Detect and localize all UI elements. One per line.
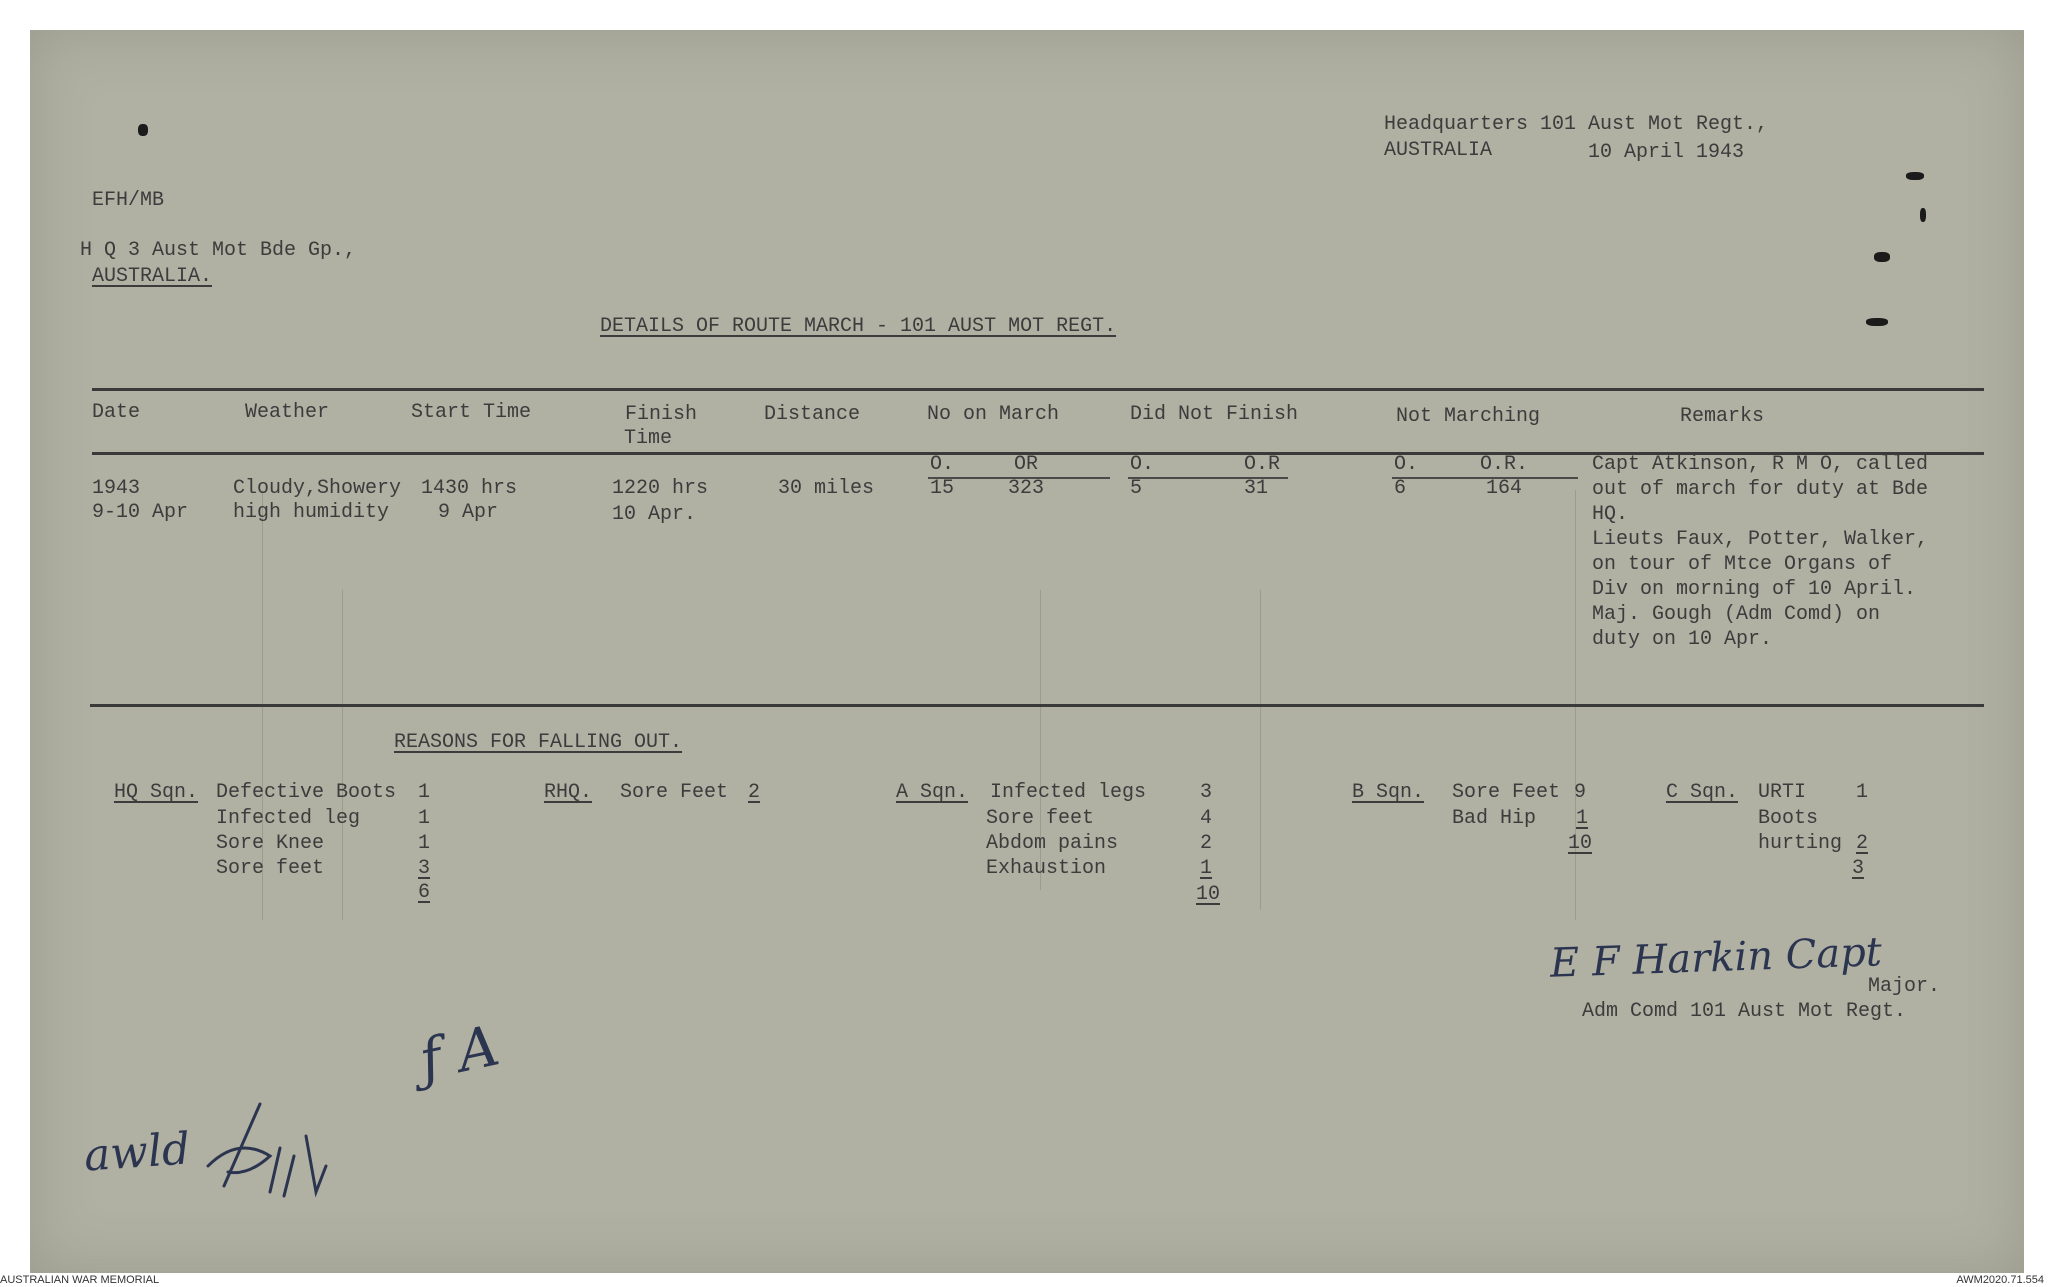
footer-archive-name: AUSTRALIAN WAR MEMORIAL — [0, 1274, 160, 1286]
handwritten-note: awld — [82, 1123, 192, 1182]
c-reason: Boots — [1758, 807, 1819, 830]
c-sqn-label: C Sqn. — [1666, 781, 1739, 804]
hq-total: 6 — [418, 881, 431, 904]
dnf-or: 31 — [1244, 477, 1269, 500]
not-marching-rule — [1392, 477, 1578, 479]
remarks-line: Lieuts Faux, Potter, Walker, — [1592, 528, 1929, 551]
remarks-line: Maj. Gough (Adm Comd) on — [1592, 603, 1881, 626]
header-finish: Finish — [625, 403, 698, 426]
signature-rank: Major. — [1868, 975, 1941, 998]
hq-count: 1 — [418, 781, 431, 804]
row-finish-date: 10 Apr. — [612, 503, 697, 526]
a-count: 1 — [1200, 857, 1213, 880]
remarks-line: HQ. — [1592, 503, 1629, 526]
not-marching-o: 6 — [1394, 477, 1407, 500]
on-march-or-label: OR — [1014, 453, 1039, 476]
header-finish-time: Time — [624, 427, 673, 450]
document-sheet — [30, 30, 2024, 1273]
b-sqn-label: B Sqn. — [1352, 781, 1425, 804]
a-total: 10 — [1196, 883, 1221, 906]
signature: E F Harkin Capt — [1549, 929, 1883, 987]
show-through-line — [342, 590, 343, 920]
not-marching-or: 164 — [1486, 477, 1523, 500]
dnf-or-label: O.R — [1244, 453, 1281, 476]
a-sqn-label: A Sqn. — [896, 781, 969, 804]
a-reason: Infected legs — [990, 781, 1147, 804]
punch-hole — [138, 124, 148, 136]
b-total: 10 — [1568, 832, 1593, 855]
row-start-date: 9 Apr — [438, 501, 499, 524]
row-weather-1: Cloudy,Showery — [233, 477, 402, 500]
footer-accession-number: AWM2020.71.554 — [1956, 1274, 2044, 1286]
c-reason: hurting — [1758, 832, 1843, 855]
a-count: 3 — [1200, 781, 1213, 804]
remarks-line: duty on 10 Apr. — [1592, 628, 1773, 651]
header-date: Date — [92, 401, 141, 424]
on-march-o-label: O. — [930, 453, 955, 476]
remarks-line: Div on morning of 10 April. — [1592, 578, 1917, 601]
signature-appointment: Adm Comd 101 Aust Mot Regt. — [1582, 1000, 1907, 1023]
a-count: 2 — [1200, 832, 1213, 855]
remarks-line: on tour of Mtce Organs of — [1592, 553, 1893, 576]
rhq-count: 2 — [748, 781, 761, 804]
b-count: 1 — [1576, 807, 1589, 830]
hq-location: AUSTRALIA — [1384, 139, 1493, 162]
handwritten-scribble — [188, 1096, 348, 1206]
hq-reason: Sore Knee — [216, 832, 325, 855]
hq-reason: Sore feet — [216, 857, 325, 880]
row-distance: 30 miles — [778, 477, 875, 500]
reasons-title: REASONS FOR FALLING OUT. — [394, 731, 683, 754]
punch-hole — [1906, 172, 1924, 180]
rhq-label: RHQ. — [544, 781, 593, 804]
hq-sqn-label: HQ Sqn. — [114, 781, 199, 804]
reference: EFH/MB — [92, 189, 165, 212]
page-title: DETAILS OF ROUTE MARCH - 101 AUST MOT REGT. — [600, 315, 1117, 338]
handwritten-initials: ƒ A — [414, 1013, 505, 1094]
addressee-line1: H Q 3 Aust Mot Bde Gp., — [80, 239, 357, 262]
row-finish-time: 1220 hrs — [612, 477, 709, 500]
table-bottom-rule — [90, 704, 1984, 707]
punch-hole — [1866, 318, 1888, 326]
c-total: 3 — [1852, 857, 1865, 880]
row-date-days: 9-10 Apr — [92, 501, 189, 524]
header-weather: Weather — [245, 401, 330, 424]
a-count: 4 — [1200, 807, 1213, 830]
b-count: 9 — [1574, 781, 1587, 804]
remarks-line: Capt Atkinson, R M O, called — [1592, 453, 1929, 476]
header-not-marching: Not Marching — [1396, 405, 1541, 428]
dnf-o: 5 — [1130, 477, 1143, 500]
hq-line: Headquarters 101 Aust Mot Regt., — [1384, 113, 1769, 136]
b-reason: Bad Hip — [1452, 807, 1537, 830]
row-weather-2: high humidity — [233, 501, 390, 524]
punch-hole — [1874, 252, 1890, 262]
header-remarks: Remarks — [1680, 405, 1765, 428]
table-top-rule — [92, 388, 1984, 391]
addressee-line2: AUSTRALIA. — [92, 265, 213, 288]
hq-reason: Infected leg — [216, 807, 361, 830]
hq-count: 1 — [418, 832, 431, 855]
a-reason: Abdom pains — [986, 832, 1119, 855]
show-through-line — [1260, 590, 1261, 910]
hq-count: 1 — [418, 807, 431, 830]
remarks-line: out of march for duty at Bde — [1592, 478, 1929, 501]
header-start-time: Start Time — [411, 401, 532, 424]
header-distance: Distance — [764, 403, 861, 426]
hq-reason: Defective Boots — [216, 781, 397, 804]
punch-hole — [1920, 208, 1926, 222]
document-date: 10 April 1943 — [1588, 141, 1745, 164]
header-no-on-march: No on March — [927, 403, 1060, 426]
a-reason: Exhaustion — [986, 857, 1107, 880]
a-reason: Sore feet — [986, 807, 1095, 830]
row-start-time: 1430 hrs — [421, 477, 518, 500]
c-count: 2 — [1856, 832, 1869, 855]
rhq-reason: Sore Feet — [620, 781, 729, 804]
hq-count: 3 — [418, 857, 431, 880]
not-marching-or-label: O.R. — [1480, 453, 1529, 476]
b-reason: Sore Feet — [1452, 781, 1561, 804]
c-count: 1 — [1856, 781, 1869, 804]
row-date-year: 1943 — [92, 477, 141, 500]
on-march-or: 323 — [1008, 477, 1045, 500]
dnf-o-label: O. — [1130, 453, 1155, 476]
header-did-not-finish: Did Not Finish — [1130, 403, 1299, 426]
not-marching-o-label: O. — [1394, 453, 1419, 476]
c-reason: URTI — [1758, 781, 1807, 804]
on-march-o: 15 — [930, 477, 955, 500]
